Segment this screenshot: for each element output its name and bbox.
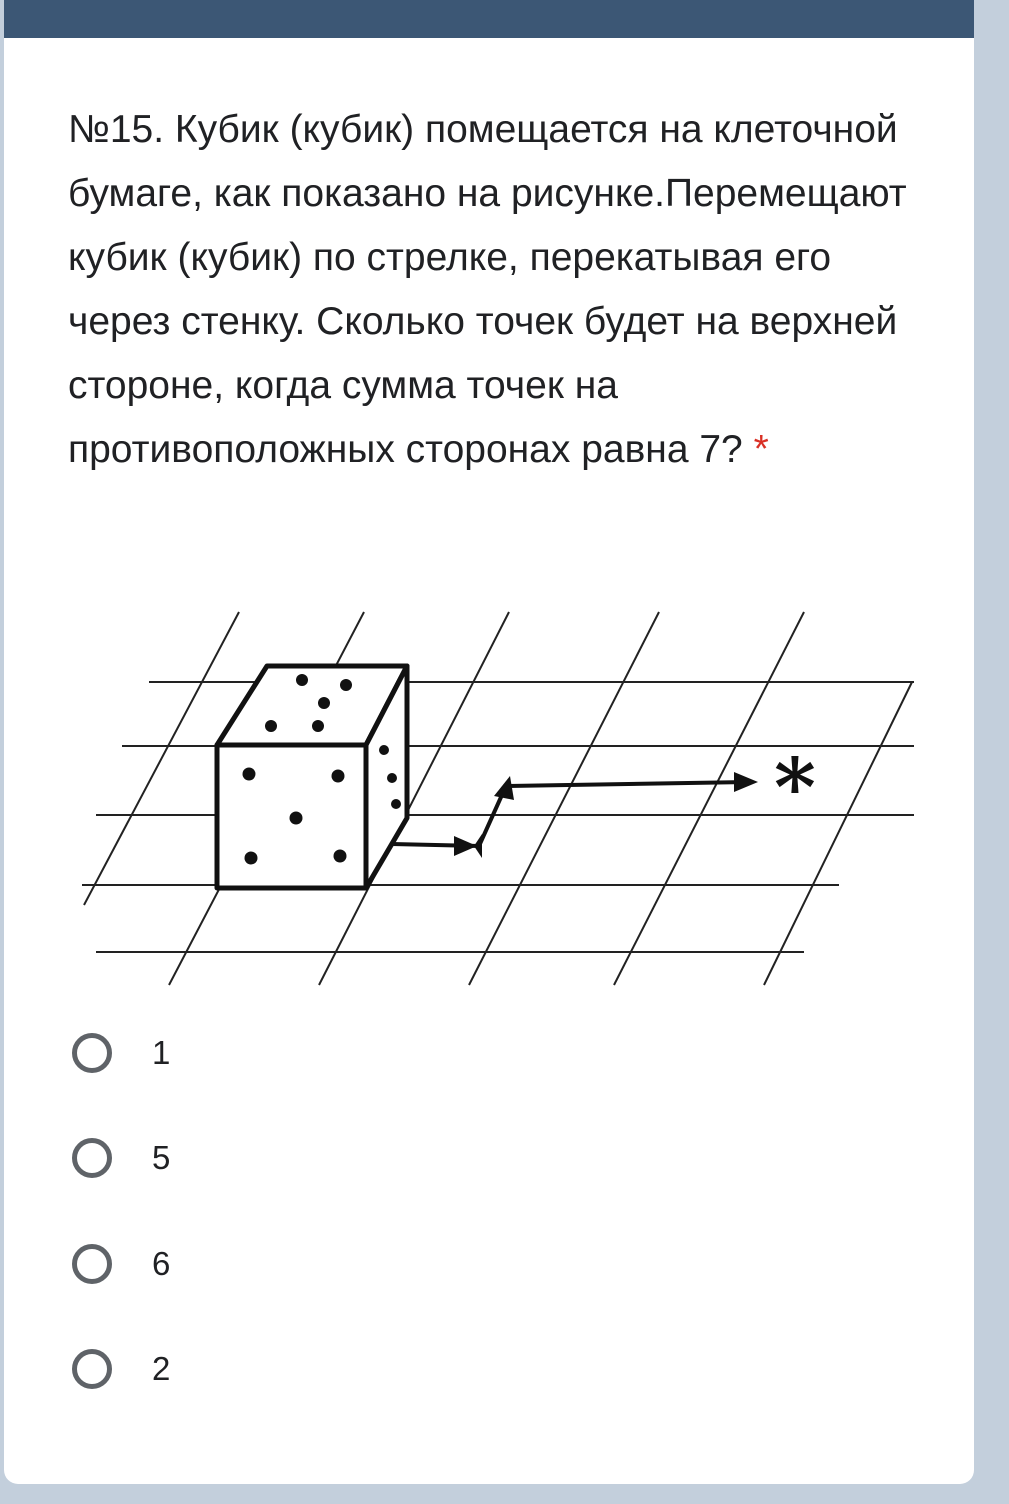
- question-title: [68, 98, 928, 482]
- target-asterisk: *: [774, 740, 816, 834]
- option-label: 1: [152, 1033, 171, 1071]
- radio-button[interactable]: [72, 1138, 112, 1178]
- option-6[interactable]: [68, 1211, 668, 1317]
- radio-button[interactable]: [72, 1033, 112, 1073]
- option-label: 6: [152, 1244, 171, 1282]
- question-text: №15. Кубик (кубик) помещается на клеточной бумаге, как показано на рисунке.Перемещают кубик (кубик) по стрелке, перекатывая его через стенку. Сколько точек будет на верхней стороне, когда сумма точек на противоположных сторонах равна 7?: [68, 108, 907, 471]
- cube-grid-figure: [74, 600, 924, 995]
- option-label: 5: [152, 1139, 171, 1177]
- answer-options: [68, 1018, 668, 1422]
- required-marker: *: [753, 428, 769, 471]
- radio-button[interactable]: [72, 1349, 112, 1389]
- option-label: 2: [152, 1350, 171, 1388]
- question-card: [4, 0, 974, 1484]
- option-2[interactable]: [68, 1317, 668, 1423]
- option-1[interactable]: [68, 1000, 668, 1106]
- option-5[interactable]: [68, 1106, 668, 1212]
- radio-button[interactable]: [72, 1244, 112, 1284]
- card-header-bar: [4, 0, 974, 38]
